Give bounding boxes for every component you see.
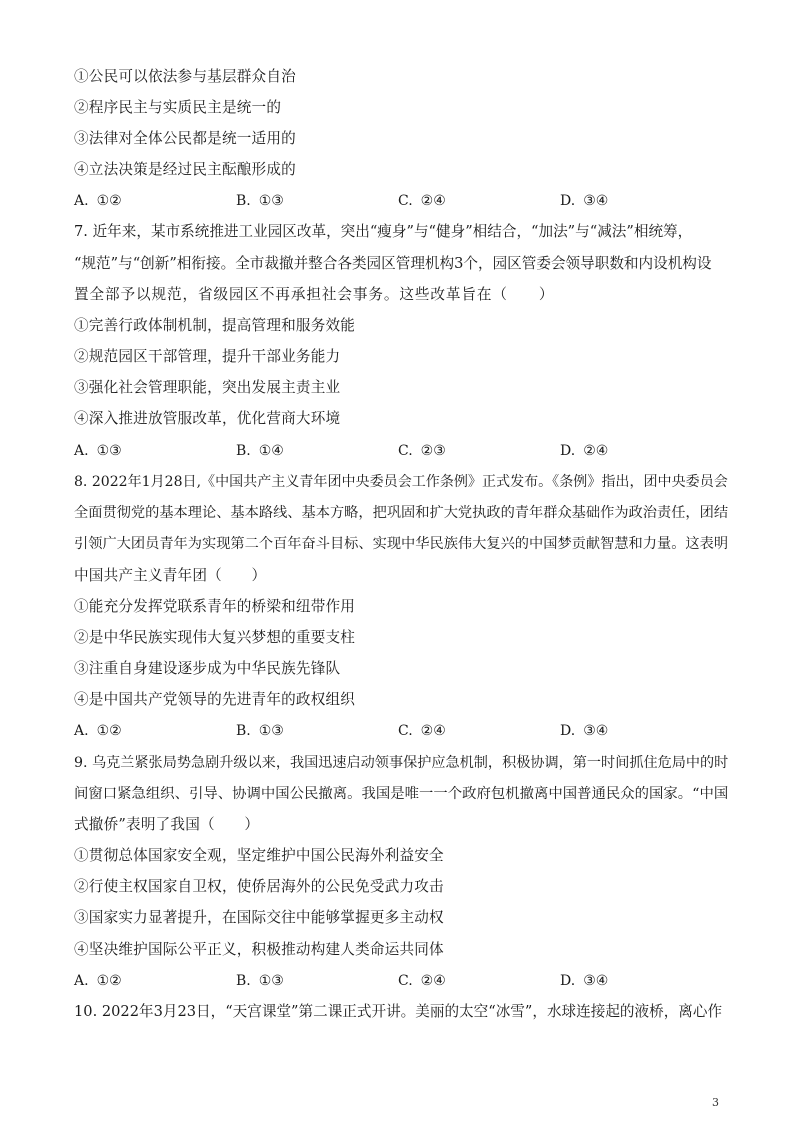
q8-statement-3: ③注重自身建设逐步成为中华民族先锋队: [74, 660, 341, 677]
q7-statement-1: ①完善行政体制机制，提高管理和服务效能: [74, 317, 356, 334]
q7-option-a: A. ①③: [74, 443, 122, 459]
q7-options: [74, 441, 714, 461]
q9-statement-1: ①贯彻总体国家安全观，坚定维护中国公民海外利益安全: [74, 847, 444, 864]
q8-option-b: B. ①③: [236, 723, 284, 739]
q8-stem-line-3: 引领广大团员青年为实现第二个百年奋斗目标、实现中华民族伟大复兴的中国梦贡献智慧和力量。这表明: [74, 536, 729, 552]
q8-option-d: D. ③④: [560, 723, 609, 739]
q8-statement-4: ④是中国共产党领导的先进青年的政权组织: [74, 691, 356, 708]
q8-statement-2: ②是中华民族实现伟大复兴梦想的重要支柱: [74, 629, 356, 646]
q8-stem-line-2: 全面贯彻党的基本理论、基本路线、基本方略，把巩固和扩大党执政的青年群众基础作为政治责任，团结: [74, 505, 729, 521]
q6-statement-4: ④立法决策是经过民主酝酿形成的: [74, 161, 296, 178]
q9-options: [74, 971, 714, 991]
q7-statement-3: ③强化社会管理职能，突出发展主责主业: [74, 379, 341, 396]
q7-statement-2: ②规范园区干部管理，提升干部业务能力: [74, 348, 341, 365]
q6-statement-2: ②程序民主与实质民主是统一的: [74, 99, 282, 116]
q7-option-d: D. ②④: [560, 443, 609, 459]
q6-option-b: B. ①③: [236, 193, 284, 209]
q9-stem-line-1: 9. 乌克兰紧张局势急剧升级以来，我国迅速启动领事保护应急机制，积极协调，第一时间抓住危局中的时: [74, 755, 729, 771]
q6-option-c: C. ②④: [398, 193, 446, 209]
q6-statement-3: ③法律对全体公民都是统一适用的: [74, 130, 296, 147]
q8-option-a: A. ①②: [74, 723, 122, 739]
q7-stem-line-1: 7. 近年来，某市系统推进工业园区改革，突出“瘦身”与“健身”相结合，“加法”与“减法”相统筹，: [74, 223, 693, 240]
page-number: 3: [712, 1096, 719, 1109]
q8-statement-1: ①能充分发挥党联系青年的桥梁和纽带作用: [74, 598, 356, 615]
q7-stem-line-3: 置全部予以规范，省级园区不再承担社会事务。这些改革旨在（ ）: [74, 286, 555, 303]
q6-options: [74, 191, 714, 211]
q9-option-a: A. ①②: [74, 973, 122, 989]
q9-statement-3: ③国家实力显著提升，在国际交往中能够掌握更多主动权: [74, 909, 444, 926]
q8-option-c: C. ②④: [398, 723, 446, 739]
q9-option-b: B. ①③: [236, 973, 284, 989]
q7-option-c: C. ②③: [398, 443, 446, 459]
q9-option-d: D. ③④: [560, 973, 609, 989]
q9-stem-line-3: 式撤侨”表明了我国（ ）: [74, 816, 260, 833]
q6-option-d: D. ③④: [560, 193, 609, 209]
q8-options: [74, 721, 714, 741]
q7-stem-line-2: “规范”与“创新”相衔接。全市裁撤并整合各类园区管理机构3个，园区管委会领导职数和内设机构设: [74, 255, 712, 272]
q6-option-a: A. ①②: [74, 193, 122, 209]
q9-statement-4: ④坚决维护国际公平正义，积极推动构建人类命运共同体: [74, 941, 444, 958]
q8-stem-line-1: 8. 2022年1月28日,《中国共产主义青年团中央委员会工作条例》正式发布。《条例》指出，团中央委员会: [74, 474, 728, 490]
q10-stem-line-1: 10. 2022年3月23日，“天宫课堂”第二课正式开讲。美丽的太空“冰雪”，水球连接起的液桥，离心作: [74, 1003, 723, 1020]
q7-statement-4: ④深入推进放管服改革，优化营商大环境: [74, 410, 341, 427]
q9-statement-2: ②行使主权国家自卫权，使侨居海外的公民免受武力攻击: [74, 878, 444, 895]
q7-option-b: B. ①④: [236, 443, 284, 459]
q9-option-c: C. ②④: [398, 973, 446, 989]
q6-statement-1: ①公民可以依法参与基层群众自治: [74, 68, 296, 85]
q8-stem-line-4: 中国共产主义青年团（ ）: [74, 567, 267, 584]
q9-stem-line-2: 间窗口紧急组织、引导、协调中国公民撤离。我国是唯一一个政府包机撤离中国普通民众的国家。“中国: [74, 786, 729, 802]
